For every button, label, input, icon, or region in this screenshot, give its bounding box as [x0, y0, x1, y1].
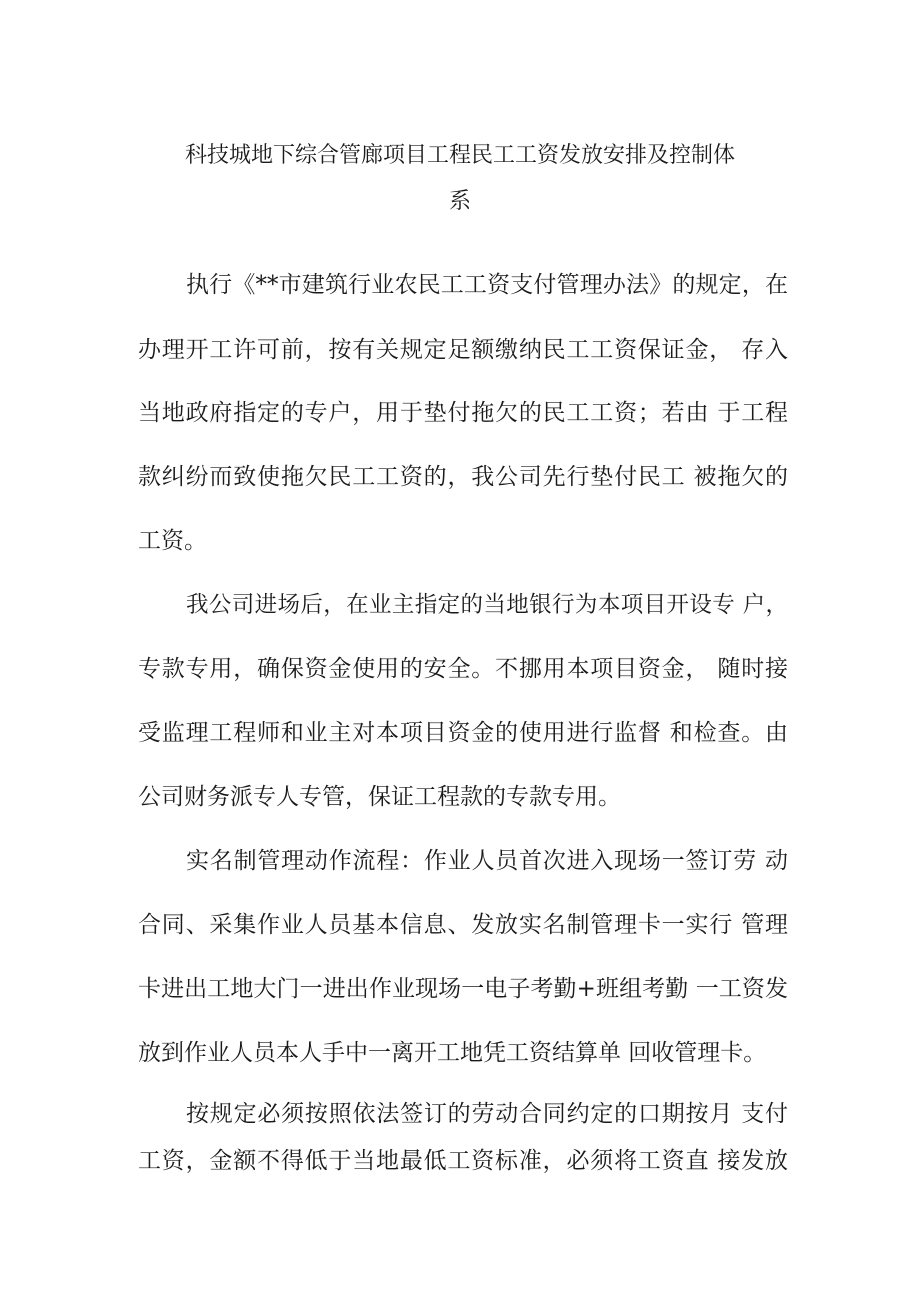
paragraph-3-line-2: 合同、采集作业人员基本信息、发放实名制管理卡一实行 管理 [138, 912, 788, 938]
paragraph-2-line-3: 受监理工程师和业主对本项目资金的使用进行监督 和检查。由 [138, 720, 788, 746]
paragraph-3-line-3: 卡进出工地大门一进出作业现场一电子考勤+班组考勤 一工资发 [138, 976, 788, 1002]
paragraph-1-line-4: 款纠纷而致使拖欠民工工资的，我公司先行垫付民工 被拖欠的 [138, 464, 788, 490]
paragraph-3-line-4: 放到作业人员本人手中一离开工地凭工资结算单 回收管理卡。 [138, 1040, 767, 1066]
document-title-line-1: 科技城地下综合管廊项目工程民工工资发放安排及控制体 [184, 143, 735, 168]
document-title-line-2: 系 [448, 189, 471, 214]
paragraph-2-line-4: 公司财务派专人专管，保证工程款的专款专用。 [138, 784, 621, 810]
paragraph-1-line-3: 当地政府指定的专户，用于垫付拖欠的民工工资；若由 于工程 [138, 400, 788, 426]
paragraph-2-line-2: 专款专用，确保资金使用的安全。不挪用本项目资金， 随时接 [138, 656, 788, 682]
paragraph-1-line-2: 办理开工许可前，按有关规定足额缴纳民工工资保证金， 存入 [138, 337, 788, 363]
paragraph-4-line-1: 按规定必须按照依法签订的劳动合同约定的口期按月 支付 [186, 1101, 788, 1127]
paragraph-1-line-1: 执行《**市建筑行业农民工工资支付管理办法》的规定，在 [186, 272, 788, 298]
paragraph-2-line-1: 我公司进场后，在业主指定的当地银行为本项目开设专 户， [186, 592, 788, 618]
paragraph-3-line-1: 实名制管理动作流程：作业人员首次进入现场一签订劳 动 [186, 848, 788, 874]
paragraph-1-line-5: 工资。 [138, 528, 207, 554]
paragraph-4-line-2: 工资，金额不得低于当地最低工资标准，必须将工资直 接发放 [138, 1148, 788, 1174]
